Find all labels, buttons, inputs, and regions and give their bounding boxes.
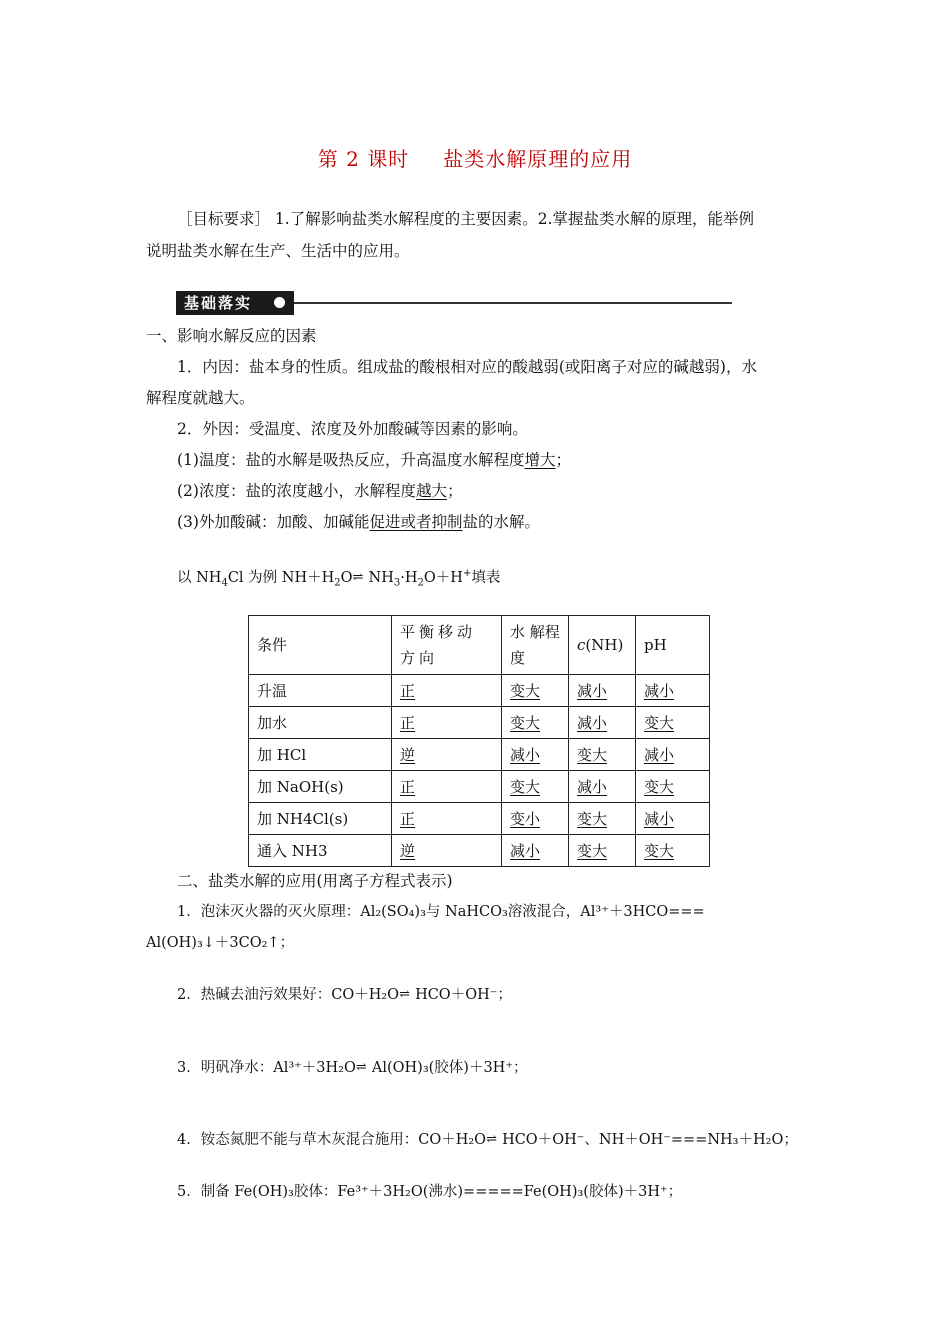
equilibrium-arrow-icon	[356, 1061, 372, 1075]
table-row	[249, 707, 710, 739]
example-text: NH	[368, 569, 394, 586]
example-sub: 2	[417, 577, 424, 589]
banner-label: 基础落实	[176, 291, 294, 315]
example-line	[177, 562, 500, 596]
table-cell	[636, 707, 710, 739]
equilibrium-arrow-icon	[353, 571, 369, 585]
app4-text: 4．铵态氮肥不能与草木灰混合施用：CO＋H₂O	[177, 1132, 487, 1148]
table-cell	[392, 803, 502, 835]
cell-answer: 变小	[510, 810, 541, 828]
table-cell	[502, 835, 569, 867]
table-row	[249, 675, 710, 707]
goals-line-1: ［目标要求］ 1.了解影响盐类水解程度的主要因素。2.掌握盐类水解的原理，能举例	[177, 210, 755, 228]
table-cell	[569, 835, 636, 867]
cell-answer: 减小	[644, 746, 675, 764]
example-text: O	[340, 569, 353, 586]
cell-answer: 变大	[577, 746, 608, 764]
equilibrium-arrow-icon	[486, 1133, 502, 1147]
equilibrium-arrow-icon	[399, 988, 415, 1002]
item1-line-1: 1．内因：盐本身的性质。组成盐的酸根相对应的酸越弱(或阳离子对应的碱越弱)，水	[177, 358, 757, 376]
table-cell	[569, 707, 636, 739]
cell-answer: 正	[400, 714, 416, 732]
sub-item-2	[177, 479, 463, 503]
example-text: 填表	[471, 569, 501, 586]
example-text: ·H	[400, 569, 418, 586]
item1-line-2: 解程度就越大。	[146, 389, 255, 407]
example-sub: 2	[334, 577, 341, 589]
table-cell	[636, 803, 710, 835]
cell-answer: 变大	[577, 842, 608, 860]
sub3-text: (3)外加酸碱：加酸、加碱能	[177, 513, 370, 531]
cell-answer: 变大	[644, 714, 675, 732]
table-cell	[569, 739, 636, 771]
table-header-cell: 水 解程度	[502, 616, 569, 675]
table-cell: 加 NaOH(s)	[249, 771, 392, 803]
cell-answer: 减小	[577, 714, 608, 732]
table-cell: 加水	[249, 707, 392, 739]
table-cell	[392, 739, 502, 771]
example-text: O＋H	[423, 569, 463, 586]
table-cell: 加 HCl	[249, 739, 392, 771]
example-sub: 3	[393, 577, 401, 589]
table-cell	[569, 675, 636, 707]
cell-answer: 变大	[510, 714, 541, 732]
sub-item-3	[177, 510, 540, 534]
app2	[177, 983, 512, 1007]
table-cell	[502, 771, 569, 803]
table-cell	[502, 739, 569, 771]
sub2-answer: 越大	[415, 482, 447, 500]
table-cell: 加 NH4Cl(s)	[249, 803, 392, 835]
app2-text: 2．热碱去油污效果好：CO＋H₂O	[177, 987, 400, 1003]
table-row	[249, 835, 710, 867]
table-cell	[502, 803, 569, 835]
example-text: Cl 为例 NH＋H	[227, 569, 335, 586]
app1-line-2: Al(OH)₃↓＋3CO₂↑；	[146, 935, 295, 951]
app4	[177, 1128, 798, 1152]
cell-answer: 减小	[577, 682, 608, 700]
cell-answer: 减小	[510, 746, 541, 764]
banner-rule	[294, 302, 732, 304]
section2-heading: 二、盐类水解的应用(用离子方程式表示)	[177, 872, 453, 890]
section1-heading: 一、影响水解反应的因素	[146, 327, 317, 345]
hydrolysis-table	[248, 615, 710, 867]
table-cell	[392, 675, 502, 707]
cell-answer: 正	[400, 810, 416, 828]
cell-answer: 减小	[510, 842, 541, 860]
table-header-cell: 条件	[249, 616, 392, 675]
table-cell	[636, 835, 710, 867]
cell-answer: 正	[400, 778, 416, 796]
app5: 5．制备 Fe(OH)₃胶体：Fe³⁺＋3H₂O(沸水)=====Fe(OH)₃(胶体)＋3H⁺；	[177, 1184, 683, 1200]
cell-answer: 逆	[400, 746, 416, 764]
table-cell	[636, 739, 710, 771]
table-header-row	[249, 616, 710, 675]
table-cell	[636, 771, 710, 803]
goals-paragraph	[146, 203, 811, 267]
table-cell	[502, 707, 569, 739]
app2-end: HCO＋OH⁻；	[415, 987, 512, 1003]
example-sub: 4	[221, 577, 228, 589]
lesson-number: 第 2 课时	[317, 147, 410, 171]
cell-answer: 减小	[644, 682, 675, 700]
cell-answer: 逆	[400, 842, 416, 860]
table-cell	[636, 675, 710, 707]
sub1-text: (1)温度：盐的水解是吸热反应，升高温度水解程度	[177, 451, 525, 469]
cell-answer: 变大	[510, 778, 541, 796]
table-cell	[392, 771, 502, 803]
header-c-italic: c	[577, 636, 586, 654]
cell-answer: 减小	[644, 810, 675, 828]
cell-answer: 正	[400, 682, 416, 700]
app1-line-1: 1．泡沫灭火器的灭火原理：Al₂(SO₄)₃与 NaHCO₃溶液混合，Al³⁺＋3HCO===	[177, 904, 705, 920]
sub3-end: 盐的水解。	[462, 513, 540, 531]
example-sup: +	[462, 568, 472, 579]
sub1-answer: 增大	[524, 451, 556, 469]
sub3-answer: 促进或者抑制	[369, 513, 463, 531]
bullet-icon	[274, 297, 285, 308]
table-cell: 升温	[249, 675, 392, 707]
cell-answer: 变大	[644, 778, 675, 796]
cell-answer: 变大	[577, 810, 608, 828]
example-text: 以 NH	[177, 569, 222, 586]
page-title	[0, 143, 950, 172]
table-cell	[392, 835, 502, 867]
lesson-topic: 盐类水解原理的应用	[443, 147, 633, 171]
table-cell	[502, 675, 569, 707]
app4-end: HCO＋OH⁻、NH＋OH⁻===NH₃＋H₂O；	[502, 1132, 798, 1148]
app3	[177, 1056, 527, 1080]
sub1-end: ；	[555, 451, 571, 469]
table-row	[249, 803, 710, 835]
table-row	[249, 739, 710, 771]
sub-item-1	[177, 448, 571, 472]
table-cell	[569, 771, 636, 803]
cell-answer: 变大	[644, 842, 675, 860]
item2: 2．外因：受温度、浓度及外加酸碱等因素的影响。	[177, 420, 528, 438]
table-cell	[392, 707, 502, 739]
app3-text: 3．明矾净水：Al³⁺＋3H₂O	[177, 1060, 356, 1076]
table-cell: 通入 NH3	[249, 835, 392, 867]
app3-end: Al(OH)₃(胶体)＋3H⁺；	[371, 1060, 528, 1076]
table-row	[249, 771, 710, 803]
sub2-end: ；	[446, 482, 463, 500]
table-header-cell	[569, 616, 636, 675]
table-header-cell: pH	[636, 616, 710, 675]
sub2-text: (2)浓度：盐的浓度越小，水解程度	[177, 482, 416, 500]
table-cell	[569, 803, 636, 835]
goals-line-2: 说明盐类水解在生产、生活中的应用。	[146, 242, 410, 260]
cell-answer: 变大	[510, 682, 541, 700]
table-header-cell: 平衡移动方向	[392, 616, 502, 675]
header-c-rest: (NH)	[585, 636, 624, 654]
cell-answer: 减小	[577, 778, 608, 796]
